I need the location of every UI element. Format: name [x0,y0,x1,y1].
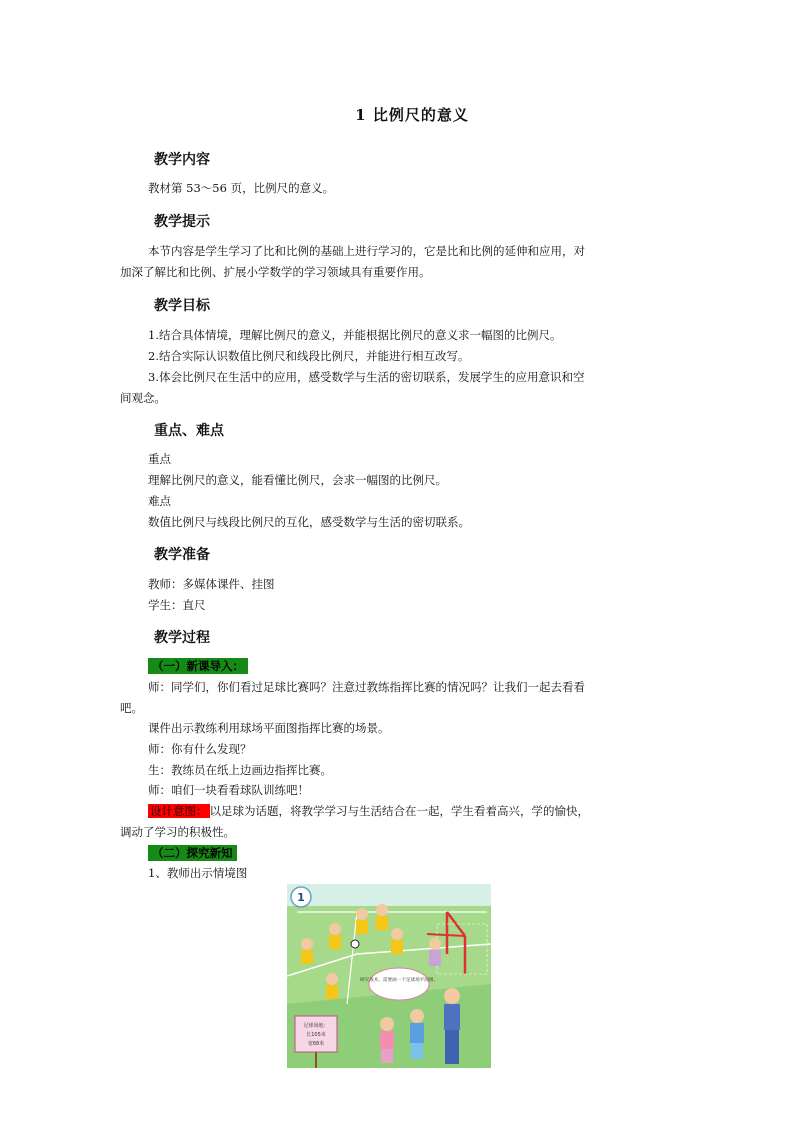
svg-text:宽68米: 宽68米 [307,1041,325,1047]
heading-process: 教学过程 [154,630,210,646]
goal-3-line-1: 3.体会比例尺在生活中的应用，感受数学与生活的密切联系，发展学生的应用意识和空 [148,370,585,384]
heading-preparation: 教学准备 [154,547,210,563]
svg-text:足球场地：: 足球场地： [303,1023,329,1029]
difficulty-text: 数值比例尺与线段比例尺的互化，感受数学与生活的密切联系。 [148,515,470,529]
dialog-1-line-2: 吧。 [120,701,143,715]
step-2-tag: （二）探究新知 [148,845,237,861]
dialog-2: 课件出示教练利用球场平面图指挥比赛的场景。 [148,721,390,735]
figure-number-badge [291,887,311,907]
content-text: 教材第 53～56 页，比例尺的意义。 [148,181,335,195]
hint-line-1: 本节内容是学生学习了比和比例的基础上进行学习的，它是比和比例的延伸和应用，对 [148,244,585,258]
hint-line-2: 加深了解比和比例、扩展小学数学的学习领域具有重要作用。 [120,265,431,279]
key-label: 重点 [148,452,171,466]
design-intent-text: 以足球为话题，将教学学习与生活结合在一起，学生看着高兴，学的愉快， [209,804,589,818]
goal-2: 2.结合实际认识数值比例尺和线段比例尺，并能进行相互改写。 [148,349,470,363]
design-intent-tag: 设计意图： [150,804,208,818]
goal-3-line-2: 间观念。 [120,391,166,405]
page-title: 1 比例尺的意义 [355,106,469,124]
heading-content: 教学内容 [154,152,210,168]
design-intent-line-1 [148,803,589,819]
heading-hint: 教学提示 [154,214,210,230]
svg-text:长105米: 长105米 [306,1032,326,1038]
heading-key-points: 重点、难点 [154,423,224,439]
svg-text:1: 1 [297,891,305,904]
dialog-5: 师：咱们一块看看球队训练吧！ [148,783,309,797]
goal-1: 1.结合具体情境，理解比例尺的意义，并能根据比例尺的意义求一幅图的比例尺。 [148,328,562,342]
step-1-tag: （一）新课导入： [148,658,248,674]
difficulty-label: 难点 [148,494,171,508]
step-2-item-1: 1、教师出示情境图 [148,866,248,880]
dialog-3: 师：你有什么发现？ [148,742,252,756]
prep-teacher: 教师：多媒体课件、挂图 [148,577,275,591]
design-intent-line-2: 调动了学习的积极性。 [120,825,235,839]
dialog-1-line-1: 师：同学们，你们看过足球比赛吗？注意过教练指挥比赛的情况吗？让我们一起去看看 [148,680,585,694]
dialog-4: 生：教练员在纸上边画边指挥比赛。 [148,763,332,777]
situation-illustration [287,884,491,1068]
key-text: 理解比例尺的意义，能看懂比例尺，会求一幅图的比例尺。 [148,473,447,487]
svg-text:研究战术，需要画一个足球场平面图。: 研究战术，需要画一个足球场平面图。 [359,978,439,983]
heading-goals: 教学目标 [154,298,210,314]
prep-student: 学生：直尺 [148,598,206,612]
